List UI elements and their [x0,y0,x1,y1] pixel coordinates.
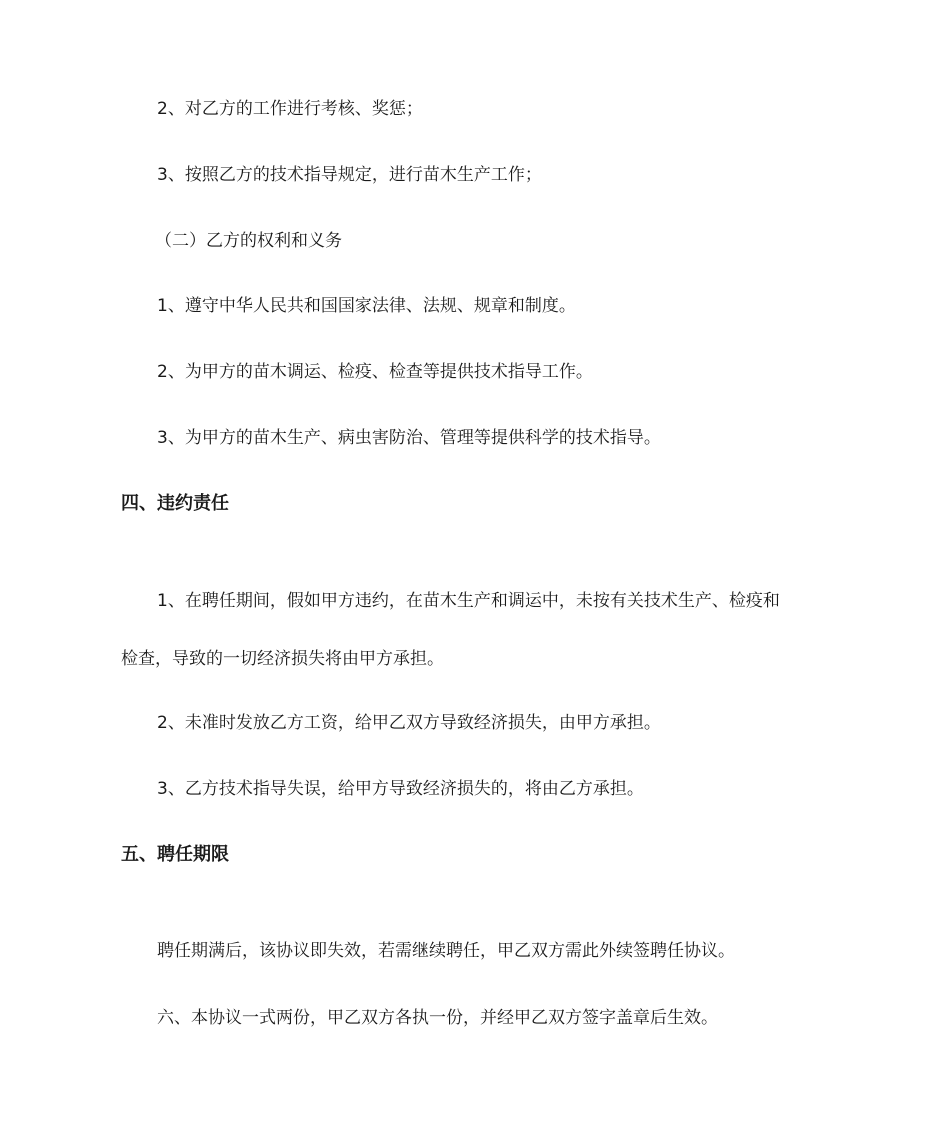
section-heading-liability: 四、违约责任 [121,493,229,514]
liability-p3: 3、乙方技术指导失误，给甲方导致经济损失的，将由乙方承担。 [157,779,644,799]
liability-p1-line1: 1、在聘任期间，假如甲方违约，在苗木生产和调运中，未按有关技术生产、检疫和 [157,591,780,611]
term-p1: 聘任期满后，该协议即失效，若需继续聘任，甲乙双方需此外续签聘任协议。 [157,941,735,961]
item-guidance-production: 3、为甲方的苗木生产、病虫害防治、管理等提供科学的技术指导。 [157,428,661,448]
liability-p1-line2: 检查，导致的一切经济损失将由甲方承担。 [121,649,444,669]
item-guidance-transport: 2、为甲方的苗木调运、检疫、检查等提供技术指导工作。 [157,362,593,382]
item-production: 3、按照乙方的技术指导规定，进行苗木生产工作； [157,165,542,185]
liability-p2: 2、未准时发放乙方工资，给甲乙双方导致经济损失，由甲方承担。 [157,713,661,733]
section-heading-term: 五、聘任期限 [121,844,229,865]
item-obey-law: 1、遵守中华人民共和国国家法律、法规、规章和制度。 [157,296,576,316]
item-assess: 2、对乙方的工作进行考核、奖惩； [157,99,423,119]
subsection-heading-party-b: （二）乙方的权利和义务 [155,231,342,251]
term-p2: 六、本协议一式两份，甲乙双方各执一份，并经甲乙双方签字盖章后生效。 [157,1008,718,1028]
